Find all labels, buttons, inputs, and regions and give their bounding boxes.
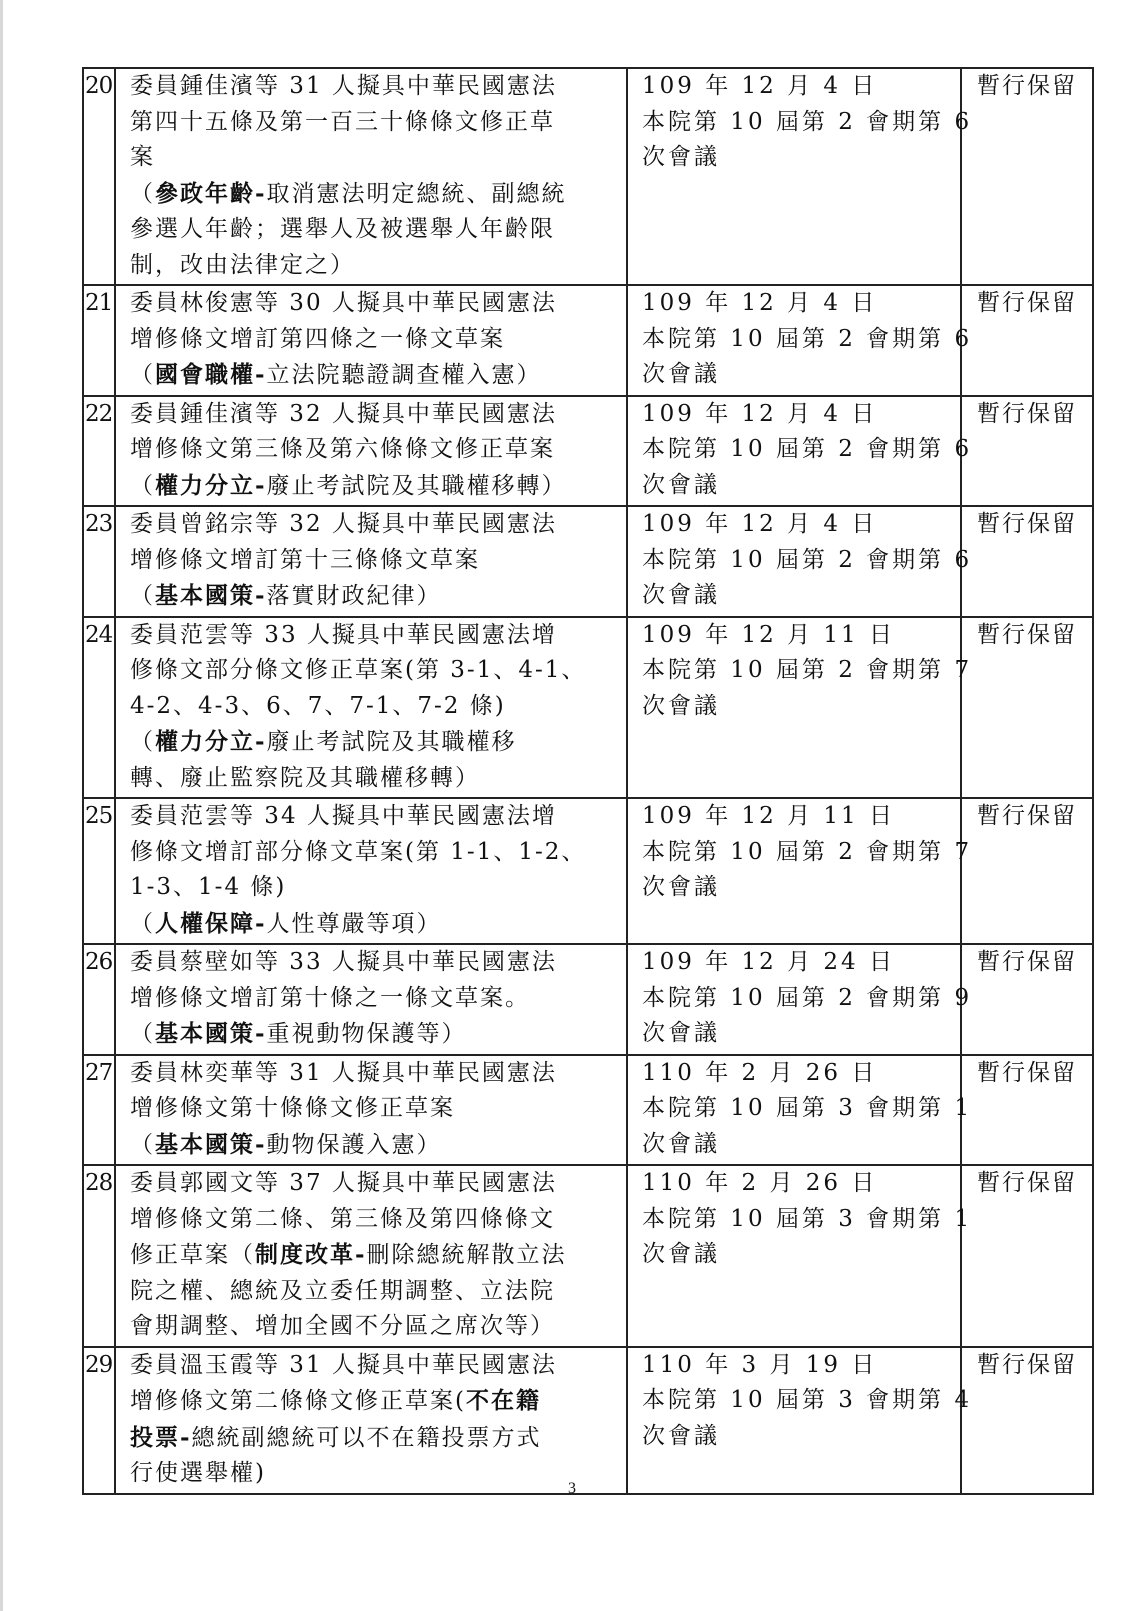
description-line [130, 248, 616, 284]
date-line: 本院第 10 屆第 2 會期第 7 [642, 657, 973, 683]
description-text: 委員蔡壁如等 33 人擬具中華民國憲法 [130, 949, 557, 975]
date-line: 本院第 10 屆第 2 會期第 9 [642, 984, 973, 1011]
description-text: 增修條文第三條及第六條條文修正草案 [130, 436, 555, 462]
bill-description [115, 617, 627, 799]
table-row [83, 1055, 1093, 1166]
description-text: 取消憲法明定總統、副總統 [266, 180, 567, 207]
description-text: 委員郭國文等 37 人擬具中華民國憲法 [130, 1170, 557, 1196]
description-text: （ [130, 729, 155, 755]
description-text: 增修條文第二條、第三條及第四條條文 [130, 1205, 555, 1232]
description-text: 增修條文第十條條文修正草案 [130, 1095, 455, 1121]
table-row [83, 1165, 1093, 1347]
date-line: 本院第 10 屆第 2 會期第 6 [642, 546, 973, 573]
description-text: 委員鍾佳濱等 32 人擬具中華民國憲法 [130, 400, 557, 427]
meeting-date [627, 68, 973, 285]
date-line: 109 年 12 月 4 日 [642, 73, 878, 99]
description-text: 總統副總統可以不在籍投票方式 [191, 1424, 542, 1451]
description-text: 委員林俊憲等 30 人擬具中華民國憲法 [130, 290, 557, 316]
description-line [130, 906, 616, 943]
description-line [130, 1166, 616, 1202]
description-line [130, 1383, 616, 1420]
date-line: 次會議 [642, 1020, 720, 1046]
status-text: 暫行保留 [961, 798, 1093, 944]
bill-description [115, 506, 627, 617]
row-number: 29 [83, 1347, 115, 1494]
date-line: 109 年 12 月 4 日 [642, 400, 878, 427]
page-number: 3 [568, 1480, 576, 1497]
category-label: 不在籍 [465, 1387, 541, 1414]
description-text: 修正草案（ [130, 1242, 255, 1268]
page-edge [0, 0, 3, 1611]
description-text: 增修條文增訂第十三條條文草案 [130, 546, 480, 573]
description-text: 增修條文增訂第十條之一條文草案。 [130, 984, 530, 1011]
description-line [130, 653, 616, 689]
description-line [130, 212, 616, 248]
status-text: 暫行保留 [961, 1165, 1093, 1347]
meeting-date [627, 944, 973, 1055]
description-line [130, 140, 616, 176]
row-number: 23 [83, 506, 115, 617]
status-text: 暫行保留 [961, 396, 1093, 507]
description-text: 委員溫玉霞等 31 人擬具中華民國憲法 [130, 1351, 557, 1378]
description-line [130, 981, 616, 1017]
description-text: （ [130, 583, 155, 609]
status-text: 暫行保留 [961, 617, 1093, 799]
date-line: 110 年 3 月 19 日 [642, 1351, 878, 1378]
description-line [130, 1091, 616, 1127]
row-number: 22 [83, 396, 115, 507]
description-line [130, 1202, 616, 1238]
row-number: 27 [83, 1055, 115, 1166]
date-line: 次會議 [642, 361, 720, 387]
table-row [83, 285, 1093, 396]
description-text: 4-2、4-3、6、7、7-1、7-2 條) [130, 692, 506, 719]
description-text: 委員范雲等 34 人擬具中華民國憲法增 [130, 803, 557, 829]
row-number: 21 [83, 285, 115, 396]
category-label: 基本國策- [155, 582, 267, 609]
status-text: 暫行保留 [961, 506, 1093, 617]
description-text: 1-3、1-4 條) [130, 874, 287, 900]
category-label: 投票- [130, 1423, 192, 1451]
table-row [83, 1347, 1093, 1494]
description-text: （ [130, 180, 155, 207]
description-text: 委員鍾佳濱等 31 人擬具中華民國憲法 [130, 73, 557, 99]
description-line [130, 1237, 616, 1274]
category-label: 基本國策- [155, 1020, 267, 1047]
description-line [130, 1274, 616, 1310]
description-line [130, 507, 616, 543]
status-text: 暫行保留 [961, 68, 1093, 285]
description-text: 轉、廢止監察院及其職權移轉） [130, 764, 480, 791]
category-label: 基本國策- [155, 1130, 267, 1158]
description-line [130, 397, 616, 433]
description-text: （ [130, 1021, 155, 1047]
description-line [130, 286, 616, 322]
date-line: 109 年 12 月 11 日 [642, 803, 895, 829]
description-text: （ [130, 362, 155, 388]
description-line [130, 1348, 616, 1384]
category-label: 國會職權- [155, 361, 267, 388]
bill-description [115, 1165, 627, 1347]
bill-description [115, 798, 627, 944]
description-text: 案 [130, 144, 155, 170]
description-text: 立法院聽證調查權入憲） [266, 362, 542, 388]
description-text: 動物保護入憲） [266, 1131, 442, 1158]
description-text: 制，改由法律定之） [130, 251, 355, 278]
description-line [130, 357, 616, 394]
description-text: （ [130, 472, 155, 499]
date-line: 次會議 [642, 1241, 720, 1267]
description-text: 院之權、總統及立委任期調整、立法院 [130, 1277, 555, 1304]
description-line [130, 799, 616, 835]
table-row [83, 396, 1093, 507]
description-line [130, 724, 616, 761]
description-line [130, 1127, 616, 1164]
description-text: 委員范雲等 33 人擬具中華民國憲法增 [130, 621, 557, 648]
description-line [130, 322, 616, 358]
description-text: 廢止考試院及其職權移轉） [266, 472, 567, 499]
description-line [130, 945, 616, 981]
meeting-date [627, 1347, 973, 1494]
table-row [83, 798, 1093, 944]
date-line: 次會議 [642, 144, 720, 170]
meeting-date [627, 798, 973, 944]
date-line: 次會議 [642, 1130, 720, 1157]
status-text: 暫行保留 [961, 944, 1093, 1055]
date-line: 109 年 12 月 4 日 [642, 290, 878, 316]
date-line: 本院第 10 屆第 2 會期第 6 [642, 436, 973, 462]
bill-description [115, 1055, 627, 1166]
meeting-date [627, 396, 973, 507]
description-text: 增修條文增訂第四條之一條文草案 [130, 325, 505, 352]
date-line: 110 年 2 月 26 日 [642, 1059, 878, 1086]
category-label: 權力分立- [155, 728, 267, 755]
meeting-date [627, 506, 973, 617]
description-line [130, 543, 616, 579]
date-line: 次會議 [642, 1422, 720, 1449]
date-line: 本院第 10 屆第 3 會期第 4 [642, 1387, 973, 1413]
bill-description [115, 68, 627, 285]
description-text: （ [130, 1131, 155, 1158]
category-label: 參政年齡- [155, 179, 267, 207]
status-text: 暫行保留 [961, 1347, 1093, 1494]
meeting-date [627, 617, 973, 799]
row-number: 28 [83, 1165, 115, 1347]
date-line: 本院第 10 屆第 2 會期第 6 [642, 108, 973, 135]
description-text: 廢止考試院及其職權移 [266, 729, 517, 755]
description-line [130, 618, 616, 654]
description-text: 落實財政紀律） [266, 583, 442, 609]
description-line [130, 578, 616, 615]
description-text: 修條文增訂部分條文草案(第 1-1、1-2、 [130, 838, 587, 865]
bill-description [115, 285, 627, 396]
category-label: 人權保障- [155, 909, 267, 937]
meeting-date [627, 1055, 973, 1166]
description-line [130, 1056, 616, 1092]
description-text: 委員林奕華等 31 人擬具中華民國憲法 [130, 1059, 557, 1086]
description-text: 刪除總統解散立法 [366, 1242, 567, 1268]
row-number: 24 [83, 617, 115, 799]
description-line [130, 105, 616, 141]
description-text: 委員曾銘宗等 32 人擬具中華民國憲法 [130, 511, 557, 537]
description-line [130, 468, 616, 505]
meeting-date [627, 285, 973, 396]
date-line: 109 年 12 月 11 日 [642, 621, 895, 648]
bill-table [82, 67, 1094, 1495]
description-line [130, 1016, 616, 1053]
category-label: 制度改革- [255, 1241, 367, 1268]
table-row [83, 617, 1093, 799]
description-line [130, 69, 616, 105]
status-text: 暫行保留 [961, 1055, 1093, 1166]
description-line [130, 432, 616, 468]
description-text: 行使選舉權) [130, 1460, 266, 1486]
description-line [130, 1420, 616, 1457]
row-number: 25 [83, 798, 115, 944]
description-line [130, 870, 616, 906]
date-line: 次會議 [642, 874, 720, 900]
category-label: 權力分立- [155, 471, 267, 499]
date-line: 本院第 10 屆第 2 會期第 6 [642, 325, 973, 352]
date-line: 次會議 [642, 471, 720, 498]
date-line: 次會議 [642, 692, 720, 719]
bill-description [115, 1347, 627, 1494]
description-text: 重視動物保護等） [266, 1021, 467, 1047]
date-line: 次會議 [642, 582, 720, 608]
date-line: 109 年 12 月 24 日 [642, 949, 895, 975]
table-row [83, 944, 1093, 1055]
table-row [83, 68, 1093, 285]
meeting-date [627, 1165, 973, 1347]
description-text: 人性尊嚴等項） [266, 910, 442, 937]
description-text: 第四十五條及第一百三十條條文修正草 [130, 108, 555, 135]
row-number: 26 [83, 944, 115, 1055]
table-row [83, 506, 1093, 617]
bill-table-body [83, 68, 1093, 1494]
date-line: 本院第 10 屆第 2 會期第 7 [642, 838, 973, 865]
description-line [130, 689, 616, 725]
description-text: 增修條文第二條條文修正草案( [130, 1388, 466, 1414]
bill-description [115, 396, 627, 507]
date-line: 109 年 12 月 4 日 [642, 511, 878, 537]
description-line [130, 835, 616, 871]
bill-description [115, 944, 627, 1055]
date-line: 110 年 2 月 26 日 [642, 1170, 878, 1196]
date-line: 本院第 10 屆第 3 會期第 1 [642, 1095, 973, 1121]
date-line: 本院第 10 屆第 3 會期第 1 [642, 1205, 973, 1232]
status-text: 暫行保留 [961, 285, 1093, 396]
description-line [130, 1309, 616, 1345]
description-line [130, 761, 616, 797]
description-text: （ [130, 910, 155, 937]
row-number: 20 [83, 68, 115, 285]
description-text: 修條文部分條文修正草案(第 3-1、4-1、 [130, 657, 587, 683]
description-line [130, 176, 616, 213]
description-text: 會期調整、增加全國不分區之席次等） [130, 1313, 555, 1339]
description-text: 參選人年齡；選舉人及被選舉人年齡限 [130, 216, 555, 242]
